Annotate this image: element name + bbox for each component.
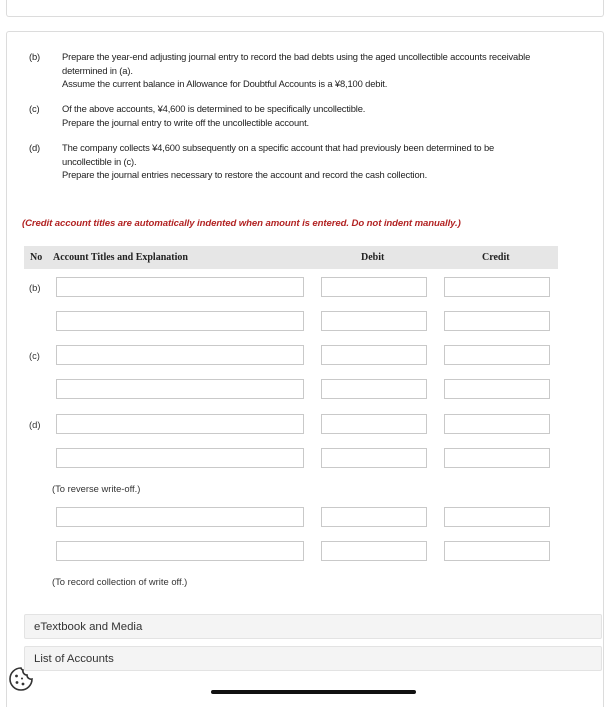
account-title-input[interactable] bbox=[56, 507, 304, 527]
question-label: (d) bbox=[29, 142, 41, 153]
credit-input[interactable] bbox=[444, 448, 550, 468]
debit-input[interactable] bbox=[321, 414, 427, 434]
row-label-b: (b) bbox=[29, 282, 41, 293]
account-title-input[interactable] bbox=[56, 448, 304, 468]
credit-input[interactable] bbox=[444, 507, 550, 527]
debit-input[interactable] bbox=[321, 311, 427, 331]
credit-input[interactable] bbox=[444, 345, 550, 365]
question-label: (c) bbox=[29, 103, 40, 114]
question-line: Prepare the year-end adjusting journal entry to record the bad debts using the aged uncollectible accounts receivable bbox=[62, 51, 531, 62]
header-debit: Debit bbox=[361, 252, 385, 263]
instruction-note: (Credit account titles are automatically indented when amount is entered. Do not indent manually.) bbox=[22, 218, 461, 229]
credit-input[interactable] bbox=[444, 414, 550, 434]
debit-input[interactable] bbox=[321, 448, 427, 468]
question-line: determined in (a). bbox=[62, 64, 133, 76]
account-title-input[interactable] bbox=[56, 277, 304, 297]
debit-input[interactable] bbox=[321, 507, 427, 527]
row-label-d: (d) bbox=[29, 419, 41, 430]
question-line: Assume the current balance in Allowance for Doubtful Accounts is a ¥8,100 debit. bbox=[62, 78, 388, 90]
question-line: uncollectible in (c). bbox=[62, 155, 137, 167]
header-credit: Credit bbox=[482, 252, 510, 263]
row-label-c: (c) bbox=[29, 350, 40, 361]
credit-input[interactable] bbox=[444, 379, 550, 399]
credit-input[interactable] bbox=[444, 541, 550, 561]
memo-reverse-write-off: (To reverse write-off.) bbox=[52, 483, 141, 494]
etextbook-panel[interactable] bbox=[24, 614, 602, 639]
question-line: Of the above accounts, ¥4,600 is determined to be specifically uncollectible. bbox=[62, 103, 366, 114]
debit-input[interactable] bbox=[321, 345, 427, 365]
question-label: (b) bbox=[29, 51, 41, 62]
question-line: The company collects ¥4,600 subsequently on a specific account that had previously been determined to be bbox=[62, 142, 495, 153]
question-line: Prepare the journal entries necessary to restore the account and record the cash collection. bbox=[62, 169, 428, 181]
cookie-settings-icon[interactable] bbox=[8, 666, 34, 692]
table-header bbox=[24, 246, 558, 269]
debit-input[interactable] bbox=[321, 277, 427, 297]
etextbook-label: eTextbook and Media bbox=[34, 621, 143, 633]
question-frame bbox=[6, 31, 604, 707]
question-line: Prepare the journal entry to write off the uncollectible account. bbox=[62, 116, 309, 128]
home-indicator bbox=[211, 690, 416, 694]
account-title-input[interactable] bbox=[56, 345, 304, 365]
list-of-accounts-label: List of Accounts bbox=[34, 653, 114, 665]
credit-input[interactable] bbox=[444, 277, 550, 297]
debit-input[interactable] bbox=[321, 379, 427, 399]
top-frame bbox=[6, 0, 604, 17]
header-no: No bbox=[30, 252, 43, 263]
account-title-input[interactable] bbox=[56, 414, 304, 434]
debit-input[interactable] bbox=[321, 541, 427, 561]
list-of-accounts-panel[interactable] bbox=[24, 646, 602, 671]
account-title-input[interactable] bbox=[56, 541, 304, 561]
account-title-input[interactable] bbox=[56, 311, 304, 331]
header-account: Account Titles and Explanation bbox=[53, 252, 188, 263]
memo-record-collection: (To record collection of write off.) bbox=[52, 576, 188, 587]
account-title-input[interactable] bbox=[56, 379, 304, 399]
credit-input[interactable] bbox=[444, 311, 550, 331]
